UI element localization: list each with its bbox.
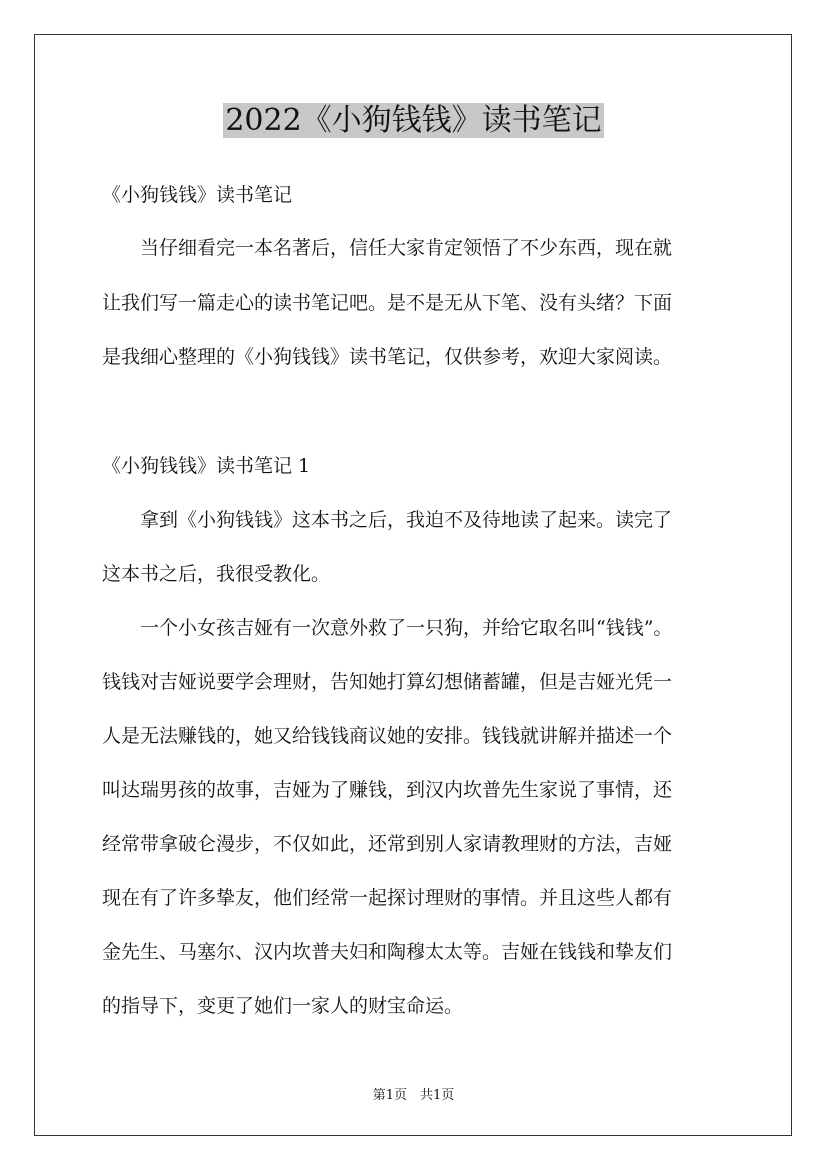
para2-line: 现在有了许多挚友，他们经常一起探讨理财的事情。并且这些人都有	[102, 887, 673, 909]
para2-line: 叫达瑞男孩的故事，吉娅为了赚钱，到汉内坎普先生家说了事情，还	[102, 779, 673, 801]
intro-line: 是我细心整理的《小狗钱钱》读书笔记，仅供参考，欢迎大家阅读。	[102, 346, 673, 368]
intro-line: 当仔细看完一本名著后，信任大家肯定领悟了不少东西，现在就	[102, 237, 673, 259]
para1-line: 这本书之后，我很受教化。	[102, 563, 331, 585]
para2-line: 经常带拿破仑漫步，不仅如此，还常到别人家请教理财的方法，吉娅	[102, 833, 673, 855]
document-title: 2022《小狗钱钱》读书笔记	[225, 103, 602, 138]
para1-line: 拿到《小狗钱钱》这本书之后，我迫不及待地读了起来。读完了	[102, 509, 673, 531]
section-heading: 《小狗钱钱》读书笔记 1	[102, 455, 311, 477]
page-footer: 第1页 共1页	[372, 1088, 455, 1103]
para2-line: 的指导下，变更了她们一家人的财宝命运。	[102, 995, 464, 1017]
para2-line: 人是无法赚钱的，她又给钱钱商议她的安排。钱钱就讲解并描述一个	[102, 725, 673, 747]
para2-line: 钱钱对吉娅说要学会理财，告知她打算幻想储蓄罐，但是吉娅光凭一	[102, 671, 673, 693]
para2-line: 一个小女孩吉娅有一次意外救了一只狗，并给它取名叫“钱钱”。	[102, 617, 673, 639]
intro-line: 让我们写一篇走心的读书笔记吧。是不是无从下笔、没有头绪？下面	[102, 292, 673, 314]
para2-line: 金先生、马塞尔、汉内坎普夫妇和陶穆太太等。吉娅在钱钱和挚友们	[102, 941, 673, 963]
subtitle: 《小狗钱钱》读书笔记	[102, 184, 293, 206]
document-title-block	[0, 100, 827, 142]
